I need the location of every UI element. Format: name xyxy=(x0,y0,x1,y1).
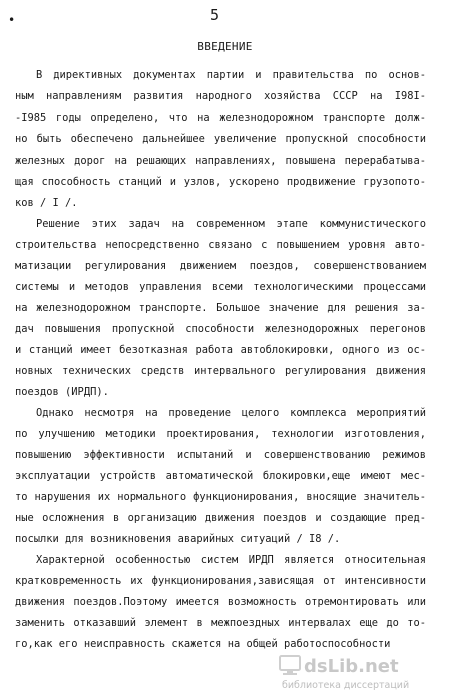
page-number: 5 xyxy=(210,6,220,24)
text-line: щая способность станций и узлов, ускорено продвижение грузопото- xyxy=(15,176,426,188)
dslib-watermark xyxy=(258,653,448,695)
text-line: по улучшению методики проектирования, технологии изготовления, xyxy=(15,428,426,440)
text-line: но быть обеспечено дальнейшее увеличение пропускной способности xyxy=(15,133,426,145)
text-line: В директивных документах партии и правительства по основ- xyxy=(36,69,426,81)
monitor-icon xyxy=(280,656,300,675)
page-bullet: • xyxy=(8,13,16,27)
text-line: железных дорог на решающих направлениях, повышена перерабатыва- xyxy=(15,155,426,167)
text-line: ные осложнения в организацию движения поездов и создающие пред- xyxy=(15,512,426,524)
text-line: го,как его неисправность скажется на общей работоспособности xyxy=(15,638,391,650)
text-line: строительства непосредственно связано с повышением уровня авто- xyxy=(15,239,426,251)
text-line: ков / I /. xyxy=(15,197,78,209)
text-line: то нарушения их нормального функционирования, вносящие значитель- xyxy=(15,491,426,503)
text-line: системы и методов управления всеми технологическими процессами xyxy=(15,281,426,293)
text-line: заменить отказавший элемент в межпоездных интервалах еще до то- xyxy=(15,617,426,629)
text-line: матизации регулирования движением поездов, совершенствованием xyxy=(15,260,426,272)
text-line: -I985 годы определено, что на железнодорожном транспорте долж- xyxy=(15,112,426,124)
text-line: ным направлениям развития народного хозяйства СССР на I98I- xyxy=(15,90,426,102)
section-heading: ВВЕДЕНИЕ xyxy=(197,40,253,53)
text-line: новных технических средств интервального регулирования движения xyxy=(15,365,426,377)
text-line: и станций имеет безотказная работа автоблокировки, одного из ос- xyxy=(15,344,426,356)
text-line: поездов (ИРДП). xyxy=(15,386,109,398)
text-line: Однако несмотря на проведение целого комплекса мероприятий xyxy=(36,407,426,419)
text-line: повышению эффективности испытаний и совершенствованию режимов xyxy=(15,449,426,461)
text-line: дач повышения пропускной способности железнодорожных перегонов xyxy=(15,323,426,335)
watermark-logo-text: dsLib.net xyxy=(304,656,399,677)
text-line: Решение этих задач на современном этапе коммунистического xyxy=(36,218,426,230)
text-line: Характерной особенностью систем ИРДП является относительная xyxy=(36,554,426,566)
watermark-caption: библиотека диссертаций xyxy=(282,680,410,691)
text-line: эксплуатации устройств автоматической блокировки,еще имеют мес- xyxy=(15,470,426,482)
text-line: посылки для возникновения аварийных ситуаций / I8 /. xyxy=(15,533,341,545)
watermark-logo xyxy=(258,653,448,677)
text-line: на железнодорожном транспорте. Большое значение для решения за- xyxy=(15,302,426,314)
text-line: кратковременность их функционирования,зависящая от интенсивности xyxy=(15,575,426,587)
text-line: движения поездов.Поэтому имеется возможность отремонтировать или xyxy=(15,596,426,608)
